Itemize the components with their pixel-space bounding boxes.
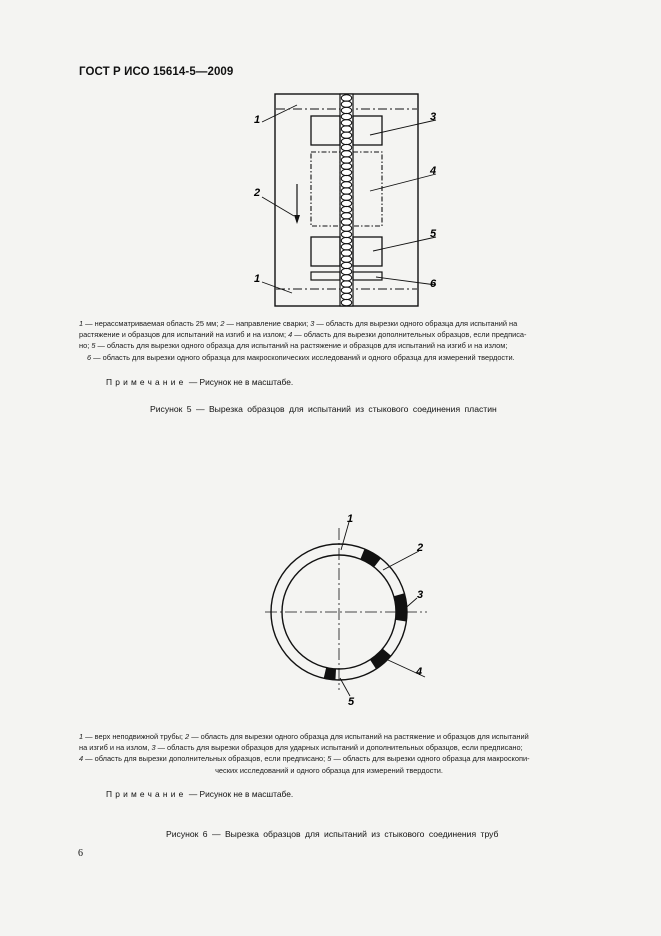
arrow-head [294,215,300,224]
figure5-caption: Рисунок 5 — Вырезка образцов для испытаний из стыкового соединения пластин [150,404,497,414]
area-3-right [353,116,382,145]
leader-2 [383,551,419,570]
legend-line: растяжение и образцов для испытаний на изгиб и на излом; 4 — область для вырезки дополнительных образцов, если предписа- [79,330,527,340]
area-5-segment [324,668,336,680]
leader-1 [341,522,349,550]
document-header: ГОСТ Р ИСО 15614-5—2009 [79,66,234,78]
legend-line: 1 — верх неподвижной трубы; 2 — область для вырезки одного образца для испытаний на растяжение и образцов для испытаний [79,732,529,741]
figure6-caption: Рисунок 6 — Вырезка образцов для испытаний из стыкового соединения труб [166,829,499,839]
callout-5: 5 [430,228,437,240]
leader-3 [370,120,436,135]
leader-2 [262,197,294,216]
callout-3: 3 [430,111,437,123]
callout-3: 3 [417,589,424,601]
callout-2: 2 [254,187,261,199]
leader-5 [340,678,350,696]
area-5-left [311,237,340,266]
callout-2: 2 [417,542,424,554]
figure6-pipe-diagram [255,508,445,708]
figure5-plate-diagram [240,85,450,315]
area-4-left [311,152,340,226]
area-6-left [311,272,340,280]
leader-4 [370,174,436,191]
legend-line: ческих исследований и одного образца для измерений твердости. [215,765,443,775]
note-label: Примечание [106,789,187,799]
legend-line: 1 — нерасcматриваемая область 25 мм; 2 — направление сварки; 3 — область для вырезки одного образца для испытаний на [79,319,518,328]
leader-1-bottom [262,282,292,293]
figure5-note [106,377,293,387]
leader-6 [376,277,436,285]
area-3-left [311,116,340,145]
callout-4: 4 [430,165,437,177]
area-6-right [353,272,382,280]
callout-1-top: 1 [254,114,261,126]
note-text: — Рисунок не в масштабе. [188,789,294,799]
area-5-right [353,237,382,266]
legend-line: 4 — область для вырезки дополнительных образцов, если предписано; 5 — область для вырезки одного образца для макроскопи- [79,754,530,764]
legend-line: но; 5 — область для вырезки одного образца для испытаний на растяжение и образцов для испытаний на изгиб и на излом; [79,341,508,351]
legend-line: 6 — область для вырезки одного образца для макроскопических исследований и одного образца для измерений твердости. [87,352,515,362]
callout-6: 6 [430,278,437,290]
figure6-legend [79,731,619,776]
legend-line: на изгиб и на излом, 3 — область для вырезки образцов для ударных испытаний и дополнительных образцов, если предписано; [79,743,523,753]
figure6-note [106,789,293,799]
callout-4: 4 [416,666,423,678]
callout-1: 1 [347,513,354,525]
figure5-legend [79,318,614,363]
note-label: Примечание [106,377,187,387]
leader-1-top [262,105,297,122]
callout-1-bottom: 1 [254,273,261,285]
note-text: — Рисунок не в масштабе. [188,377,294,387]
page-number: 6 [78,848,83,859]
callout-5: 5 [348,696,355,708]
